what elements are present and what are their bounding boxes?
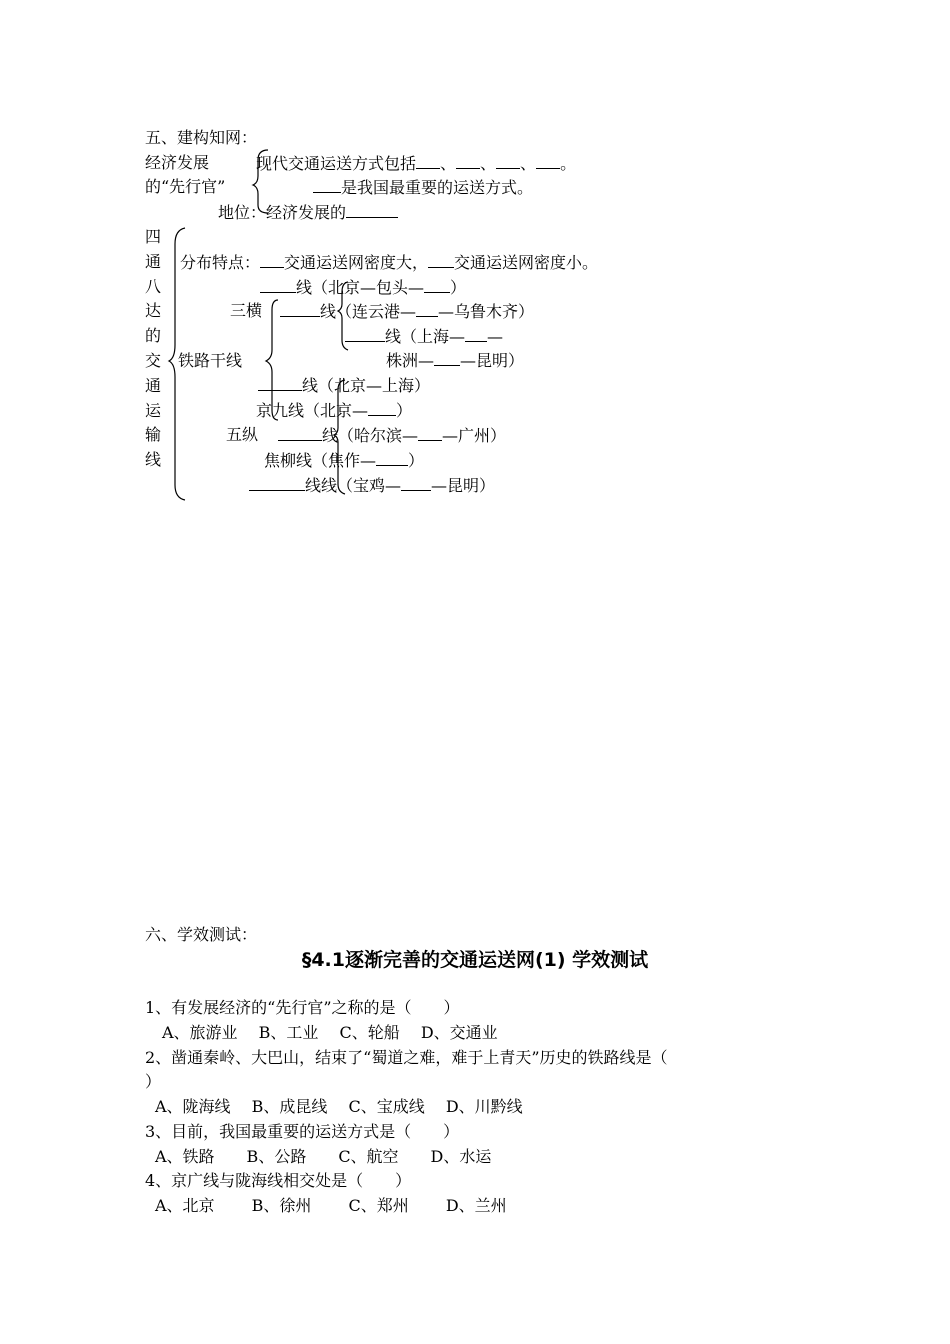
v4-line: [264, 450, 424, 471]
distribution-label: 分布特点：: [180, 253, 261, 272]
blank[interactable]: [376, 450, 408, 466]
v5-mid: —昆明）: [431, 476, 496, 495]
blank[interactable]: [401, 475, 431, 491]
distribution-part1: 交通运送网密度大，: [284, 253, 429, 272]
sep: 、: [480, 154, 497, 173]
vertical-label-char: 线: [145, 450, 162, 470]
blank[interactable]: [280, 301, 320, 317]
options-2: A、陇海线 B、成昆线 C、宝成线 D、川黔线: [155, 1097, 523, 1116]
blank[interactable]: [416, 301, 438, 317]
modes-text: 现代交通运送方式包括: [256, 154, 417, 173]
v4-name: 焦柳线（焦作—: [264, 451, 377, 470]
section5-heading: 五、建构知网：: [145, 128, 258, 147]
question-2-cont: ）: [145, 1072, 162, 1091]
h2-open: （连云港—: [336, 302, 417, 321]
h1-close: ）: [450, 278, 467, 297]
vertical-label-char: 通: [145, 375, 162, 395]
vertical-label-char: 通: [145, 251, 162, 271]
h3-line1: [345, 326, 503, 347]
position-label: 地位：: [218, 203, 267, 222]
h3-line1-end: —: [487, 327, 504, 346]
period: 。: [560, 154, 577, 173]
vertical-label-char: 运: [145, 400, 162, 420]
h3-line2-text: 株洲—: [386, 351, 435, 370]
railway-trunk-label: 铁路干线: [178, 351, 243, 370]
options-3: A、铁路 B、公路 C、航空 D、水运: [155, 1147, 492, 1166]
vertical-label-char: 达: [145, 301, 162, 321]
root-label-line1: 经济发展: [145, 153, 210, 172]
options-1: A、旅游业 B、工业 C、轮船 D、交通业: [162, 1023, 498, 1042]
blank[interactable]: [465, 326, 487, 342]
question-2: 2、凿通秦岭、大巴山，结束了“蜀道之难，难于上青天”历史的铁路线是（: [145, 1048, 668, 1067]
v5-open: 线（宝鸡—: [321, 476, 402, 495]
v1-text: 线（北京—上海）: [302, 376, 431, 395]
v5-line-word: 线: [305, 476, 322, 495]
brace-five-v: [0, 0, 950, 600]
v4-close: ）: [408, 451, 425, 470]
sep: 、: [440, 154, 457, 173]
three-horizontal-label: 三横: [230, 301, 263, 320]
v2-close: ）: [396, 401, 413, 420]
blank[interactable]: [260, 277, 296, 293]
main-mode-text: 是我国最重要的运送方式。: [341, 178, 534, 197]
h3-line1-text: 线（上海—: [385, 327, 466, 346]
blank[interactable]: [258, 375, 302, 391]
blank[interactable]: [345, 326, 385, 342]
h3-line2: [386, 350, 524, 371]
vertical-label-char: 八: [145, 276, 162, 296]
blank[interactable]: [434, 350, 460, 366]
root-label-line2: 的“先行官”: [145, 177, 226, 196]
h1-line-word: 线: [296, 278, 313, 297]
options-4: A、北京 B、徐州 C、郑州 D、兰州: [155, 1196, 507, 1215]
blank[interactable]: [368, 400, 396, 416]
blank[interactable]: [249, 475, 305, 491]
v2-line: [256, 400, 412, 421]
v3-mid: —广州）: [442, 426, 507, 445]
distribution-part2: 交通运送网密度小。: [454, 253, 599, 272]
h3-line2-end: —昆明）: [460, 351, 525, 370]
h1-line: [260, 277, 466, 298]
v5-line: [249, 475, 495, 496]
position-text: 经济发展的: [266, 203, 347, 222]
blank[interactable]: [418, 425, 442, 441]
v3-open: 线（哈尔滨—: [322, 426, 419, 445]
question-1: 1、有发展经济的“先行官”之称的是（ ）: [145, 998, 460, 1017]
vertical-label-char: 四: [145, 227, 162, 246]
blank[interactable]: [424, 277, 450, 293]
h2-mid: —乌鲁木齐）: [438, 302, 535, 321]
question-4: 4、京广线与陇海线相交处是（ ）: [145, 1171, 412, 1190]
question-3: 3、目前，我国最重要的运送方式是（ ）: [145, 1122, 460, 1141]
test-title: §4.1逐渐完善的交通运送网(1) 学效测试: [301, 949, 649, 971]
vertical-label-char: 输: [145, 425, 162, 445]
vertical-label-char: 交: [145, 351, 162, 370]
vertical-label-char: 的: [145, 326, 162, 346]
v1-line: [258, 375, 430, 396]
blank[interactable]: [278, 425, 322, 441]
h2-line-word: 线: [320, 302, 337, 321]
v3-line: [278, 425, 506, 446]
section6-heading: 六、学效测试：: [145, 925, 258, 944]
v2-name: 京九线（北京—: [256, 401, 369, 420]
h1-open: （北京—包头—: [312, 278, 425, 297]
h2-line: [280, 301, 534, 322]
sep: 、: [520, 154, 537, 173]
five-vertical-label: 五纵: [226, 425, 259, 444]
